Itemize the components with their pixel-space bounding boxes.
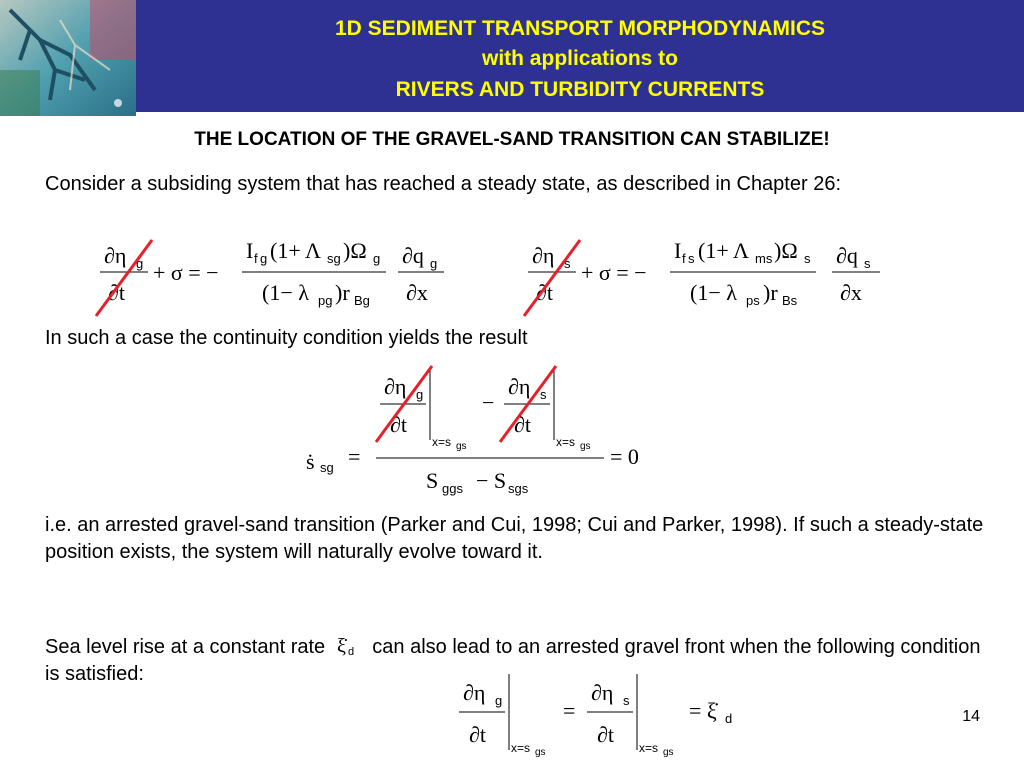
paragraph-continuity: In such a case the continuity condition yields the result [45,327,528,349]
svg-text:∂η: ∂η [463,680,486,705]
svg-text:)r: )r [763,280,778,305]
svg-text:∂η: ∂η [384,374,407,399]
svg-text:s: s [540,387,547,402]
equation-sand-steady-state [518,228,888,318]
svg-text:∂q: ∂q [402,243,424,268]
svg-text:ms: ms [755,251,773,266]
svg-text:d: d [347,646,354,657]
equation-gravel-steady-state [90,228,450,318]
svg-text:∂q: ∂q [836,243,858,268]
svg-text:gs: gs [535,747,546,758]
svg-text:g: g [136,256,144,271]
svg-text:∂t: ∂t [597,722,614,747]
course-title-line2: with applications to [481,47,678,70]
delta-satellite-image-icon [0,0,136,116]
svg-text:= ξ̇: = ξ̇ [689,698,717,723]
svg-text:I: I [674,238,682,263]
page-number: 14 [962,708,980,725]
sea-level-text-before: Sea level rise at a constant rate [45,636,326,658]
svg-text:f: f [254,251,258,266]
svg-text:s: s [564,256,571,271]
paragraph-steady-state: Consider a subsiding system that has reached a steady state, as described in Chapter 26: [45,173,842,195]
svg-text:∂t: ∂t [469,722,486,747]
svg-text:Bg: Bg [354,293,370,308]
svg-text:∂η: ∂η [508,374,531,399]
sea-level-text-after: can also lead to an arrested gravel front when the following condition is satisfied: [45,636,981,685]
svg-text:s: s [688,251,695,266]
svg-text:s: s [804,251,811,266]
svg-text:ps: ps [746,293,760,308]
svg-text:sg: sg [327,251,341,266]
svg-text:gs: gs [580,441,591,452]
svg-text:s: s [623,693,630,708]
svg-text:)r: )r [335,280,350,305]
svg-text:S: S [426,468,439,493]
svg-text:∂t: ∂t [536,280,553,305]
svg-text:(1− λ: (1− λ [690,280,737,305]
svg-text:∂η: ∂η [104,243,127,268]
svg-text:g: g [260,251,268,266]
svg-text:x=s: x=s [639,741,659,755]
paragraph-arrested-transition: i.e. an arrested gravel-sand transition (Parker and Cui, 1998; Cui and Parker, 1998). If such a steady-state position exists, the system will naturally evolve toward it. [45,514,984,563]
svg-text:∂η: ∂η [591,680,614,705]
svg-text:)Ω: )Ω [343,238,367,263]
course-title-line3: RIVERS AND TURBIDITY CURRENTS [395,78,765,101]
svg-text:(1+ Λ: (1+ Λ [270,238,321,263]
svg-text:sgs: sgs [508,481,529,496]
svg-text:=: = [348,444,361,469]
svg-text:x=s: x=s [556,435,576,449]
svg-text:−: − [482,390,495,415]
slide-header [0,0,1024,116]
svg-text:∂t: ∂t [514,412,531,437]
svg-text:+ σ = −: + σ = − [581,260,647,285]
svg-text:ξ̇: ξ̇ [336,635,346,657]
svg-text:+ σ = −: + σ = − [153,260,219,285]
svg-text:∂x: ∂x [406,280,428,305]
svg-text:gs: gs [456,441,467,452]
svg-text:x=s: x=s [511,741,531,755]
svg-text:(1− λ: (1− λ [262,280,309,305]
svg-text:∂t: ∂t [108,280,125,305]
svg-text:=: = [563,698,576,723]
svg-text:pg: pg [318,293,333,308]
svg-text:g: g [430,256,438,271]
equation-transition-speed [300,362,680,512]
svg-text:Bs: Bs [782,293,798,308]
svg-text:− S: − S [476,468,507,493]
svg-text:(1+ Λ: (1+ Λ [698,238,749,263]
svg-text:∂η: ∂η [532,243,555,268]
svg-text:g: g [373,251,381,266]
svg-text:∂t: ∂t [390,412,407,437]
svg-text:ggs: ggs [442,481,463,496]
xi-dot-d-symbol [331,633,367,657]
svg-text:= 0: = 0 [610,444,639,469]
svg-text:d: d [725,711,733,726]
equation-sea-level-condition [455,670,755,760]
svg-text:g: g [416,387,424,402]
svg-text:ṡ: ṡ [306,449,315,474]
svg-text:sg: sg [320,460,334,475]
svg-text:∂x: ∂x [840,280,862,305]
slide-heading: THE LOCATION OF THE GRAVEL-SAND TRANSITION CAN STABILIZE! [194,129,830,150]
svg-text:I: I [246,238,254,263]
svg-text:f: f [682,251,686,266]
svg-text:gs: gs [663,747,674,758]
svg-text:g: g [495,693,503,708]
course-title-line1: 1D SEDIMENT TRANSPORT MORPHODYNAMICS [334,17,826,40]
svg-text:s: s [864,256,871,271]
svg-text:)Ω: )Ω [774,238,798,263]
svg-text:x=s: x=s [432,435,452,449]
